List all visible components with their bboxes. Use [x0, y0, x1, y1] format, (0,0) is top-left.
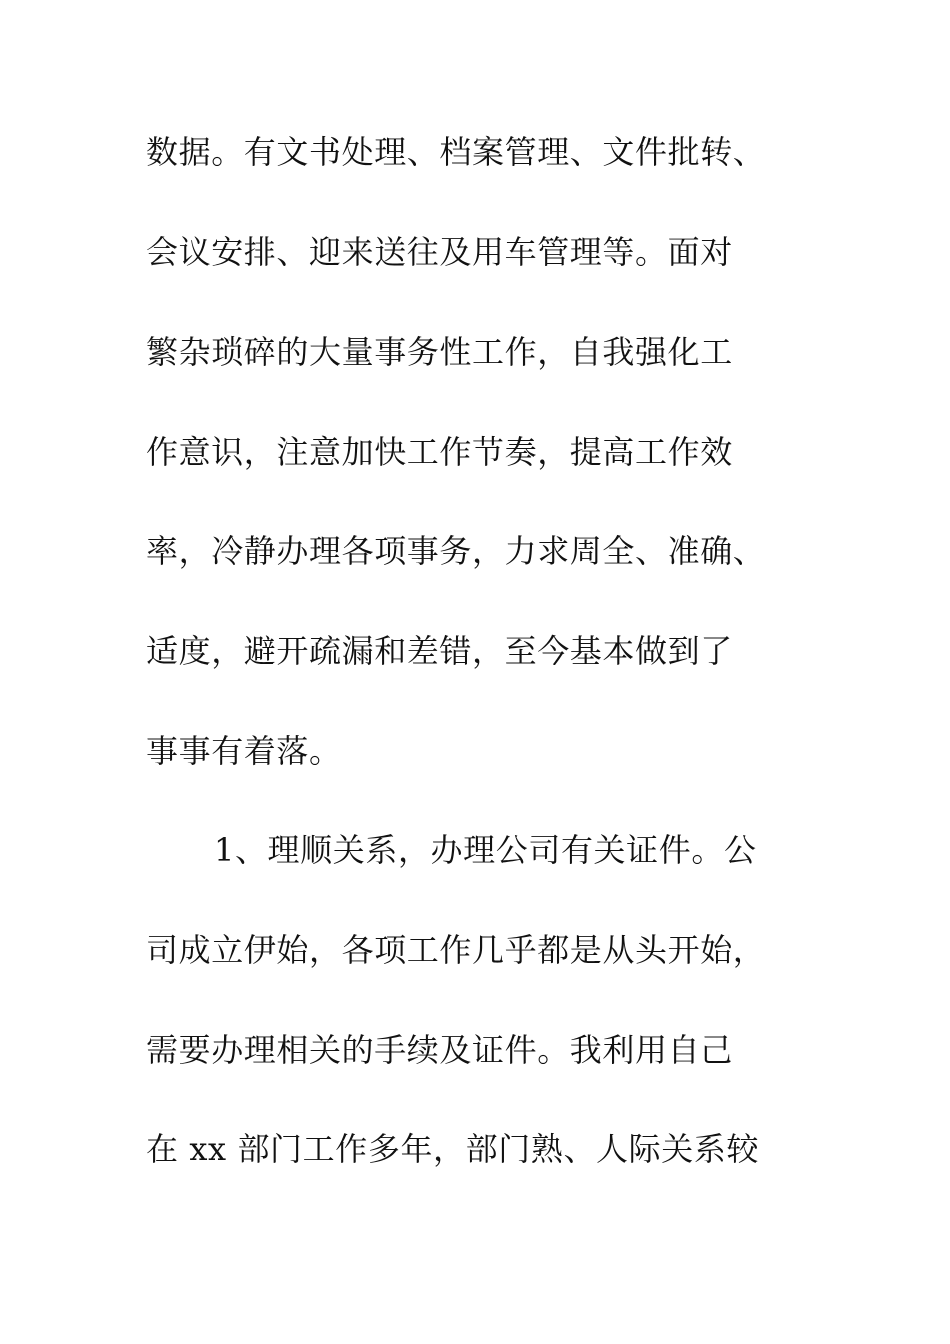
text-line-5: 率，冷静办理各项事务，力求周全、准确、 — [146, 532, 766, 570]
text-line-10: 需要办理相关的手续及证件。我利用自己 — [146, 1031, 733, 1069]
text-line-1: 数据。有文书处理、档案管理、文件批转、 — [146, 133, 766, 171]
text-line-4: 作意识，注意加快工作节奏，提高工作效 — [146, 433, 733, 471]
text-line-6: 适度，避开疏漏和差错，至今基本做到了 — [146, 632, 733, 670]
text-line-8: 1、理顺关系，办理公司有关证件。公 — [214, 831, 757, 869]
text-line-7: 事事有着落。 — [146, 732, 342, 770]
text-line-3: 繁杂琐碎的大量事务性工作，自我强化工 — [146, 333, 733, 371]
text-line-11: 在 xx 部门工作多年，部门熟、人际关系较 — [146, 1130, 760, 1168]
text-line-9: 司成立伊始，各项工作几乎都是从头开始， — [146, 931, 766, 969]
text-line-2: 会议安排、迎来送往及用车管理等。面对 — [146, 233, 733, 271]
